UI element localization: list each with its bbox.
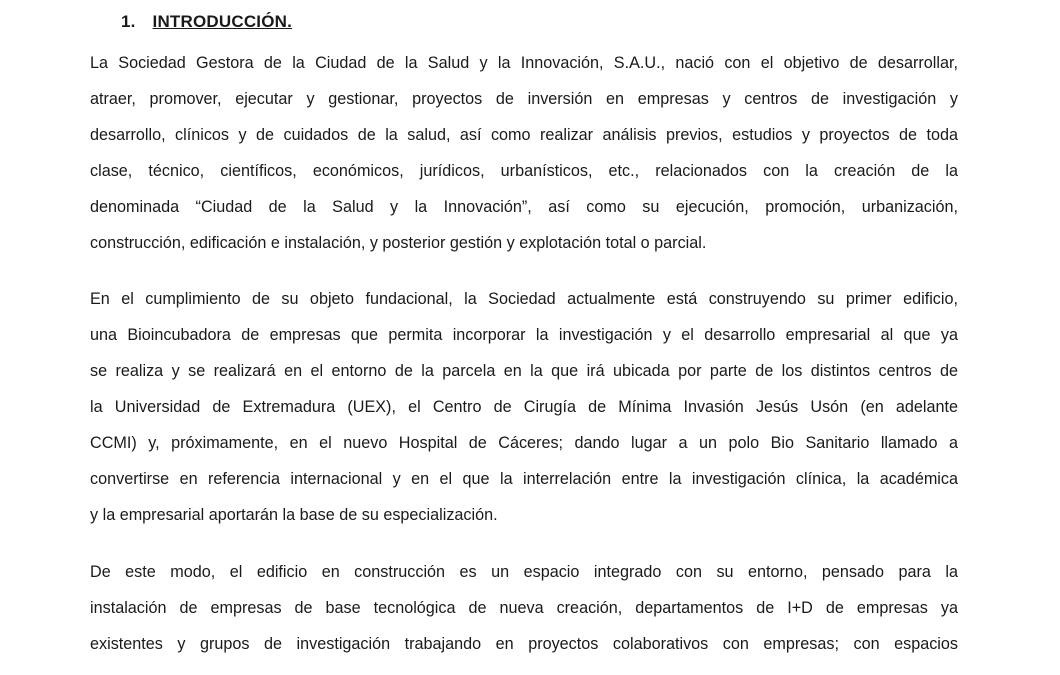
section-heading bbox=[121, 12, 292, 32]
section-number: 1. bbox=[121, 12, 136, 31]
paragraph-line: atraer, promover, ejecutar y gestionar, proyectos de inversión en empresas y centros de investigación y bbox=[90, 90, 958, 108]
paragraph-line: existentes y grupos de investigación trabajando en proyectos colaborativos con empresas; con espacios bbox=[90, 635, 958, 653]
paragraph-line: desarrollo, clínicos y de cuidados de la salud, así como realizar análisis previos, estudios y proyectos de toda bbox=[90, 126, 958, 144]
paragraph-line: clase, técnico, científicos, económicos, jurídicos, urbanísticos, etc., relacionados con la creación de la bbox=[90, 162, 958, 180]
paragraph-line: la Universidad de Extremadura (UEX), el Centro de Cirugía de Mínima Invasión Jesús Usón (en adelante bbox=[90, 398, 958, 416]
paragraph-line: construcción, edificación e instalación, y posterior gestión y explotación total o parcial. bbox=[90, 234, 707, 252]
paragraph-line: se realiza y se realizará en el entorno de la parcela en la que irá ubicada por parte de los distintos centros de bbox=[90, 362, 958, 380]
paragraph-line: De este modo, el edificio en construcción es un espacio integrado con su entorno, pensado para la bbox=[90, 563, 958, 581]
paragraph-line: denominada “Ciudad de la Salud y la Innovación”, así como su ejecución, promoción, urbanización, bbox=[90, 198, 958, 216]
paragraph-line: CCMI) y, próximamente, en el nuevo Hospital de Cáceres; dando lugar a un polo Bio Sanitario llamado a bbox=[90, 434, 958, 452]
section-title: INTRODUCCIÓN. bbox=[152, 12, 293, 31]
paragraph-line: En el cumplimiento de su objeto fundacional, la Sociedad actualmente está construyendo su primer edificio, bbox=[90, 290, 958, 308]
paragraph-line: convertirse en referencia internacional y en el que la interrelación entre la investigación clínica, la académica bbox=[90, 470, 958, 488]
paragraph-line: instalación de empresas de base tecnológica de nueva creación, departamentos de I+D de empresas ya bbox=[90, 599, 958, 617]
paragraph-line: La Sociedad Gestora de la Ciudad de la Salud y la Innovación, S.A.U., nació con el objetivo de desarrollar, bbox=[90, 54, 958, 72]
paragraph-line: y la empresarial aportarán la base de su especialización. bbox=[90, 506, 498, 524]
paragraph-line: una Bioincubadora de empresas que permita incorporar la investigación y el desarrollo empresarial al que ya bbox=[90, 326, 958, 344]
